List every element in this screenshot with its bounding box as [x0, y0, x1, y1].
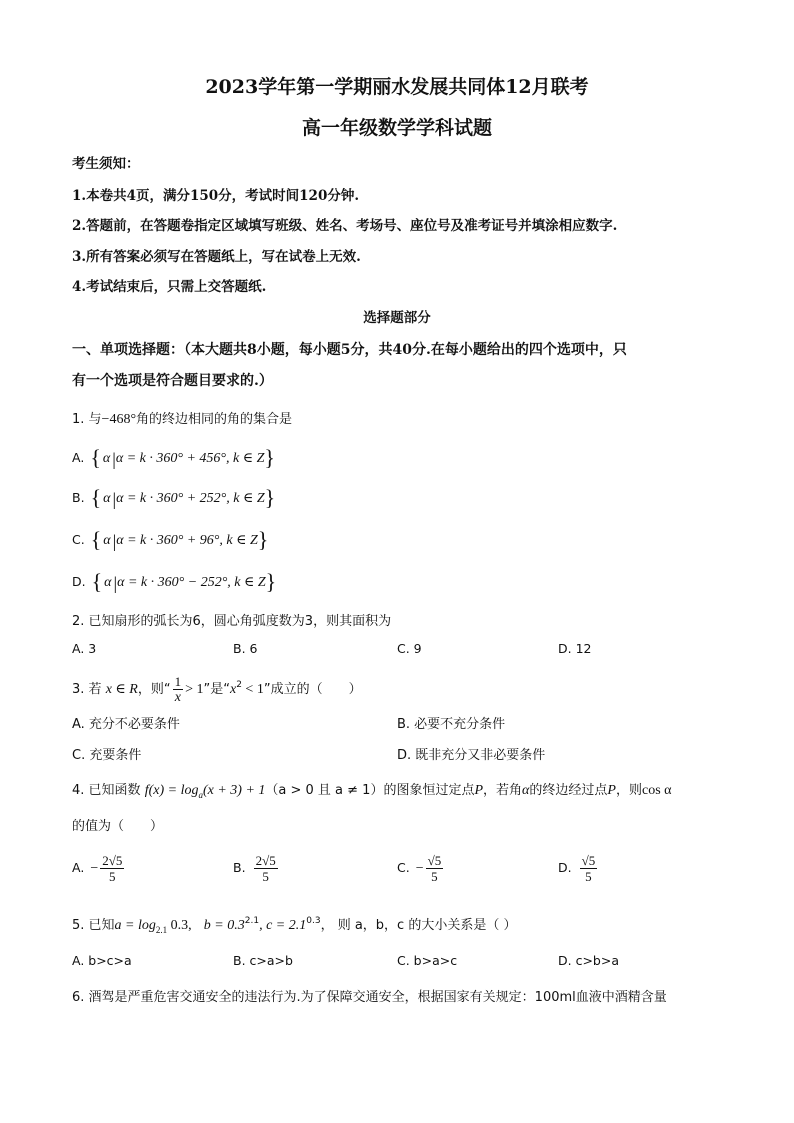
- set-alpha: α: [102, 451, 111, 466]
- q5-c-expr: , c = 2.1: [259, 918, 307, 933]
- q3-mid2: ”是“: [203, 682, 230, 697]
- option-expr: α = k · 360° + 96°, k ∈ Z: [116, 533, 258, 548]
- option-label: A.: [72, 450, 85, 465]
- question-2: 2. 已知扇形的弧长为6，圆心角弧度数为3，则其面积为: [72, 614, 392, 629]
- q5-b-exponent: 2.1: [244, 916, 260, 926]
- q3-prefix: 3. 若: [72, 682, 102, 697]
- question-3: [72, 667, 362, 708]
- question-5: [72, 914, 516, 935]
- q2-option-b[interactable]: B. 6: [233, 641, 258, 656]
- q5-option-d[interactable]: D. c>b>a: [558, 953, 619, 968]
- q1-option-b[interactable]: [72, 485, 275, 511]
- notice-item: 4.考试结束后，只需上交答题纸.: [72, 279, 267, 295]
- q4-text3: 的终边经过点: [529, 783, 608, 798]
- q5-c-exponent: 0.3: [306, 916, 321, 926]
- q3-option-d[interactable]: D. 既非充分又非必要条件: [397, 748, 546, 763]
- fraction-denominator: 5: [585, 869, 592, 884]
- q5-option-b[interactable]: B. c>a>b: [233, 953, 293, 968]
- exam-subtitle: 高一年级数学学科试题: [301, 117, 492, 139]
- set-brace-open: {: [90, 527, 102, 552]
- question-4-cont: 的值为（ ）: [72, 819, 164, 834]
- part-title: 选择题部分: [363, 310, 431, 326]
- fraction-denominator: 5: [262, 869, 269, 884]
- set-bar: |: [113, 573, 118, 593]
- q3-x: x: [229, 682, 237, 697]
- q4-log-base: a: [198, 790, 203, 800]
- notice-item: 1.本卷共4页，满分150分，考试时间120分钟.: [72, 188, 360, 204]
- q5-option-c[interactable]: C. b>a>c: [397, 953, 458, 968]
- set-brace-close: }: [265, 569, 277, 594]
- option-label: A.: [72, 860, 85, 875]
- fraction-denominator: 5: [109, 869, 116, 884]
- q1-suffix: 角的终边相同的角的集合是: [136, 412, 293, 427]
- q3-suffix: ”成立的（ ）: [263, 682, 362, 697]
- exam-title: 2023学年第一学期丽水发展共同体12月联考: [205, 76, 589, 98]
- fraction-denominator: x: [174, 690, 181, 705]
- fraction-numerator: √5: [427, 853, 442, 868]
- option-expr: α = k · 360° + 456°, k ∈ Z: [115, 451, 265, 466]
- q4-option-a[interactable]: [72, 853, 126, 884]
- fraction-numerator: 2√5: [255, 853, 276, 868]
- option-label: C.: [397, 860, 410, 875]
- set-bar: |: [112, 531, 117, 551]
- set-bar: |: [112, 449, 116, 469]
- fraction-denominator: 5: [431, 869, 438, 884]
- set-brace-close: }: [264, 485, 276, 510]
- q4-option-c[interactable]: [397, 853, 445, 884]
- section-heading-cont: 有一个选项是符合题目要求的.）: [72, 373, 273, 389]
- q3-option-b[interactable]: B. 必要不充分条件: [397, 717, 506, 732]
- question-1: [72, 408, 292, 428]
- q5-b-expr: b = 0.3: [203, 918, 245, 933]
- q2-option-d[interactable]: D. 12: [558, 641, 592, 656]
- q4-cos: cos α: [642, 783, 672, 798]
- option-label: C.: [72, 532, 85, 547]
- set-brace-open: {: [90, 485, 102, 510]
- q5-a-tail: 0.3,: [167, 918, 192, 933]
- q1-option-c[interactable]: [72, 527, 268, 553]
- notice-item: 2.答题前，在答题卷指定区域填写班级、姓名、考场号、座位号及准考证号并填涂相应数字.: [72, 218, 618, 234]
- option-expr: α = k · 360° − 252°, k ∈ Z: [117, 575, 266, 590]
- q4-alpha: α: [522, 783, 530, 798]
- option-sign: −: [415, 861, 424, 876]
- notice-heading: 考生须知：: [72, 156, 140, 172]
- q5-prefix: 5. 已知: [72, 918, 115, 933]
- q3-fraction: [173, 674, 184, 705]
- q2-option-c[interactable]: C. 9: [397, 641, 422, 656]
- fraction-numerator: √5: [581, 853, 596, 868]
- option-label: D.: [558, 860, 572, 875]
- q4-text1: 的图象恒过定点: [383, 783, 475, 798]
- q3-gt1: > 1: [185, 682, 204, 697]
- q4-text2: ，若角: [483, 783, 523, 798]
- question-4: [72, 779, 672, 800]
- option-fraction: [580, 853, 598, 884]
- q1-prefix: 1. 与: [72, 412, 102, 427]
- q5-a-expr: a = log: [114, 918, 156, 933]
- set-alpha: α: [103, 491, 111, 506]
- question-6: 6. 酒驾是严重危害交通安全的违法行为.为了保障交通安全，根据国家有关规定：100ml血液中酒精含量: [72, 990, 667, 1005]
- option-label: B.: [233, 860, 246, 875]
- option-expr: α = k · 360° + 252°, k ∈ Z: [116, 491, 265, 506]
- option-fraction: [254, 853, 278, 884]
- q4-point: P: [474, 783, 484, 798]
- q4-point2: P: [607, 783, 616, 798]
- q3-condition: x ∈ R: [105, 682, 138, 697]
- option-label: B.: [72, 490, 85, 505]
- option-fraction: [100, 853, 124, 884]
- q3-exponent: 2: [236, 680, 242, 690]
- q3-option-a[interactable]: A. 充分不必要条件: [72, 717, 180, 732]
- q4-prefix: 4. 已知函数: [72, 783, 141, 798]
- section-heading: 一、单项选择题：（本大题共8小题，每小题5分，共40分.在每小题给出的四个选项中，只: [72, 342, 627, 358]
- q4-function: f(x) = log: [144, 783, 199, 798]
- set-brace-close: }: [264, 445, 275, 470]
- q5-option-a[interactable]: A. b>c>a: [72, 953, 132, 968]
- notice-item: 3.所有答案必须写在答题纸上，写在试卷上无效.: [72, 249, 361, 265]
- q4-condition: （a > 0 且 a ≠ 1）: [265, 783, 384, 798]
- q1-option-d[interactable]: [72, 569, 276, 595]
- q4-option-b[interactable]: [233, 853, 280, 884]
- set-brace-open: {: [90, 445, 101, 470]
- q5-suffix: ， 则 a，b，c 的大小关系是（ ）: [320, 918, 517, 933]
- q4-option-d[interactable]: [558, 853, 599, 884]
- q3-option-c[interactable]: C. 充要条件: [72, 748, 142, 763]
- fraction-numerator: 1: [174, 674, 182, 689]
- set-bar: |: [112, 489, 117, 509]
- q2-option-a[interactable]: A. 3: [72, 641, 97, 656]
- option-label: D.: [72, 574, 86, 589]
- q3-mid1: ，则“: [137, 682, 171, 697]
- set-alpha: α: [103, 533, 111, 548]
- q3-lt1: < 1: [241, 682, 264, 697]
- q5-log-base: 2.1: [155, 925, 168, 935]
- option-sign: −: [90, 861, 99, 876]
- set-brace-close: }: [257, 527, 269, 552]
- q4-function-tail: (x + 3) + 1: [202, 783, 266, 798]
- set-brace-open: {: [91, 569, 103, 594]
- q1-angle: −468°: [101, 412, 137, 427]
- fraction-numerator: 2√5: [102, 853, 123, 868]
- option-fraction: [426, 853, 444, 884]
- q1-option-a[interactable]: [72, 445, 275, 471]
- q4-text4: ，则: [615, 783, 642, 798]
- set-alpha: α: [104, 575, 112, 590]
